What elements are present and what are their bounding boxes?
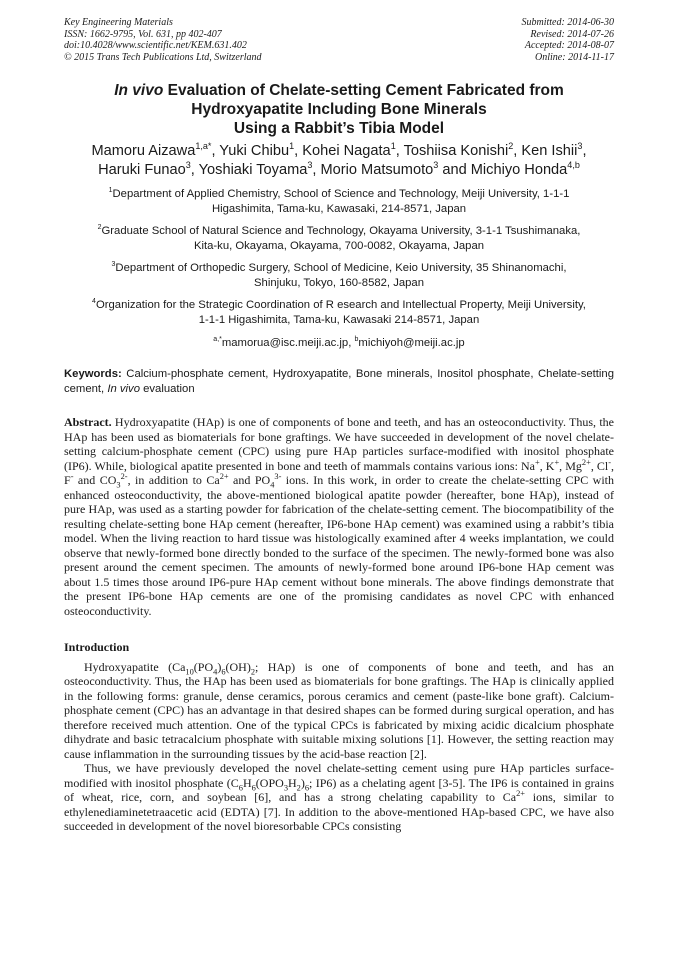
intro-paragraph-2: Thus, we have previously developed the novel chelate-setting cement using pure HAp particles surface-modified with inositol phosphate ($C_6H_6(OPO_3H_2)_6$; IP6) as a chelating agent [3-5]. The IP6 is contained in grains of wheat, rice, corn, and soybean [6], and has a strong chelating capability to $Ca^{2+}$ ions, similar to ethylenediaminetetraacetic acid (EDTA) [7]. In addition to the above-mentioned HAp-based CPC, we have also succeeded in development of the novel bioresorbable CPCs consisting (64, 761, 614, 833)
issn-line: ISSN: 1662-9795, Vol. 631, pp 402-407 (64, 28, 222, 40)
keywords: Keywords: Calcium-phosphate cement, Hydroxyapatite, Bone minerals, Inositol phosphate, Chelate-setting cement, In vivo evaluation (64, 368, 614, 395)
revised-date: Revised: 2014-07-26 (530, 28, 614, 40)
paper-title (64, 81, 614, 138)
title-italic: In vivo (114, 82, 164, 99)
journal-name: Key Engineering Materials (64, 17, 173, 28)
author: Morio Matsumoto$^3$ and (320, 160, 471, 178)
keywords-label: Keywords: (64, 368, 122, 380)
journal-info (64, 17, 262, 63)
online-date: Online: 2014-11-17 (535, 51, 614, 63)
author: Yuki Chibu$^1$, (219, 141, 303, 159)
copyright-line: © 2015 Trans Tech Publications Ltd, Switzerland (64, 51, 262, 63)
author: Ken Ishii$^3$, (521, 141, 587, 159)
title-line-1: Evaluation of Chelate-setting Cement Fabricated from (163, 82, 564, 99)
email-link[interactable]: mamorua@isc.meiji.ac.jp (221, 337, 349, 349)
title-line-2: Hydroxyapatite Including Bone Minerals (191, 101, 487, 118)
author-list (64, 142, 614, 180)
affiliation-2: $^2$Graduate School of Natural Science and Technology, Okayama University, 3-1-1 Tsushimanaka, Kita-ku, Okayama, Okayama, 700-0082, Okayama, Japan (97, 224, 581, 252)
dates-info (522, 17, 615, 63)
introduction-section (64, 640, 614, 834)
title-line-3: Using a Rabbit’s Tibia Model (233, 120, 445, 137)
affiliation-1: $^1$Department of Applied Chemistry, School of Science and Technology, Meiji University, 1-1-1 Higashimita, Tama-ku, Kawasaki, 214-8571, Japan (108, 187, 570, 215)
email-link[interactable]: michiyoh@meiji.ac.jp (358, 337, 465, 349)
abstract-label: Abstract. (64, 415, 112, 429)
affiliation-3: $^3$Department of Orthopedic Surgery, School of Medicine, Keio University, 35 Shinanomachi, Shinjuku, Tokyo, 160-8582, Japan (111, 261, 567, 289)
intro-paragraph-1: Hydroxyapatite ($Ca_{10}(PO_4)_6(OH)_2$; HAp) is one of components of bone and teeth, and has an osteoconductivity. Thus, the HAp has been used as biomaterials for bone graftings. The HAp is clinically applied in the following forms: granule, dense ceramics, porous ceramics and cement (paste-like bone graft). Calcium-phosphate cement (CPC) has an advantage in that desired shapes can be formed during surgical operation, and has therefore received much attention. One of the typical CPCs is fabricated by mixing acidic dicalcium phosphate dihydrate and basic tetracalcium phosphate with suitable mixing solutions [1]. However, the setting reaction may cause inflammation in the surrounding tissues by the acid-base reaction [2]. (64, 659, 614, 761)
doi-line: doi:10.4028/www.scientific.net/KEM.631.402 (64, 40, 247, 51)
author: Toshiisa Konishi$^2$, (403, 141, 522, 159)
author: Michiyo Honda$^{4,b}$ (470, 160, 580, 178)
author-emails: $^{a,*}$mamorua@isc.meiji.ac.jp, $^b$michiyoh@meiji.ac.jp (213, 336, 465, 349)
author: Kohei Nagata$^1$, (302, 141, 404, 159)
author: Haruki Funao$^3$, (98, 160, 199, 178)
abstract: Abstract. Hydroxyapatite (HAp) is one of components of bone and teeth, and has an osteoconductivity. Thus, the HAp has been used as biomaterials for bone graftings. We have succeeded in development of the novel chelate-setting calcium-phosphate cement (CPC) using pure HAp particles surface-modified with inositol phosphate (IP6). While, biological apatite presented in bone and teeth of mammals contains various ions: Na+, K+, $Mg^{2+}$, Cl-, F- and $CO_3^{2-}$, in addition to $Ca^{2+}$ and $PO_4^{3-}$ ions. In this work, in order to create the chelate-setting CPC with enhanced osteoconductivity, the above-mentioned biological apatite powder (hereafter, bone HAp), instead of pure HAp, was used as a starting powder for fabrication of the chelate-setting cement. The biocompatibility of the resulting chelate-setting bone HAp cement (hereafter, IP6-bone HAp cement) was examined using a rabbit’s tibia model. When the living reaction to hard tissue was histologically examined after 4 weeks implantation, we could observe that newly-formed bone directly bonded to the surface of the specimen. The newly-formed bone was also present around the cement specimen. The amounts of newly-formed bone around IP6-bone HAp cement was about 1.5 times those around IP6-pure HAp cement without bone minerals. The above findings demonstrate that the present IP6-bone HAp cements are one of the promising candidates as novel CPC with enhanced osteoconductivity. (64, 415, 615, 618)
accepted-date: Accepted: 2014-08-07 (524, 40, 614, 51)
section-heading: Introduction (64, 640, 130, 654)
author: Yoshiaki Toyama$^3$, (198, 160, 321, 178)
author: Mamoru Aizawa$^{1,a*}$, (91, 141, 220, 159)
submitted-date: Submitted: 2014-06-30 (521, 17, 614, 28)
affiliation-4: $^4$Organization for the Strategic Coordination of R esearch and Intellectual Property, Meiji University, 1-1-1 Higashimita, Tama-ku, Kawasaki 214-8571, Japan (92, 298, 586, 326)
journal-header (64, 17, 614, 63)
